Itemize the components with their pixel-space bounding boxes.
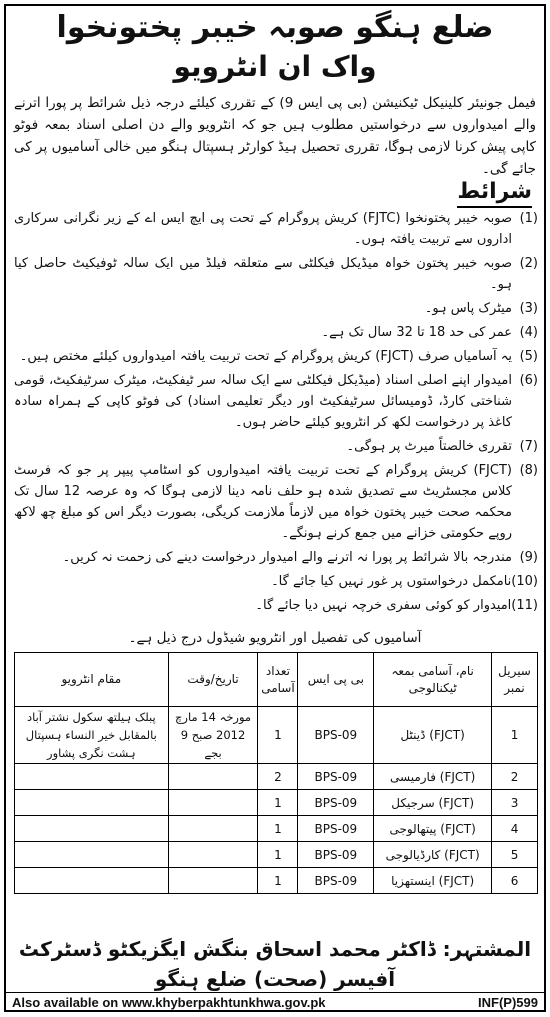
table-row bbox=[15, 707, 538, 764]
table-row bbox=[15, 842, 538, 868]
row-serial: 4 bbox=[492, 816, 538, 842]
condition-item: (3) میٹرک پاس ہو۔ bbox=[424, 301, 538, 316]
empty-cell bbox=[15, 764, 169, 790]
table-header-row bbox=[15, 653, 538, 707]
condition-item: (9) مندرجہ بالا شرائط پر پورا نہ اترنے والے امیدوار درخواست دینے کی زحمت نہ کریں۔ bbox=[62, 550, 538, 565]
empty-cell bbox=[168, 816, 258, 842]
condition-item: (7) تقرری خالصتاً میرٹ پر ہوگی۔ bbox=[346, 439, 538, 454]
condition-item: (5) یہ آسامیاں صرف (FJCT) کریش پروگرام کے تحت تربیت یافتہ امیدواروں کیلئے مختص ہیں۔ bbox=[19, 349, 538, 364]
row-serial: 5 bbox=[492, 842, 538, 868]
header-venue: مقام انٹرویو bbox=[15, 653, 169, 707]
schedule-note: آسامیوں کی تفصیل اور انٹرویو شیڈول درج ذیل ہے۔ bbox=[128, 630, 422, 646]
table-row bbox=[15, 764, 538, 790]
empty-cell bbox=[15, 790, 169, 816]
condition-item: (11) امیدوار کو کوئی سفری خرچہ نہیں دیا جائے گا۔ bbox=[255, 598, 538, 613]
row-post-name: (FJCT) کارڈیالوجی bbox=[374, 842, 492, 868]
condition-item: (10) نامکمل درخواستوں پر غور نہیں کیا جائے گا۔ bbox=[271, 574, 538, 589]
table-row bbox=[15, 816, 538, 842]
condition-item: (1) صوبہ خیبر پختونخوا (FJTC) کریش پروگرام کے تحت پی ایچ ایس اے کے زیر نگرانی سرکاری اداروں سے تربیت یافتہ ہوں۔ bbox=[14, 211, 538, 247]
interview-venue: پبلک ہیلتھ سکول نشتر آباد بالمقابل خیر النساء ہسپتال ہشت نگری پشاور bbox=[15, 707, 169, 764]
row-post-count: 1 bbox=[258, 790, 298, 816]
row-serial: 6 bbox=[492, 868, 538, 894]
empty-cell bbox=[15, 868, 169, 894]
row-bps: BPS-09 bbox=[298, 816, 374, 842]
conditions-heading: شرائط bbox=[457, 178, 532, 208]
row-post-name: (FJCT) سرجیکل bbox=[374, 790, 492, 816]
empty-cell bbox=[168, 790, 258, 816]
row-bps: BPS-09 bbox=[298, 868, 374, 894]
condition-item: (4) عمر کی حد 18 تا 32 سال تک ہے۔ bbox=[321, 325, 538, 340]
empty-cell bbox=[168, 764, 258, 790]
row-post-count: 1 bbox=[258, 842, 298, 868]
row-bps: BPS-09 bbox=[298, 842, 374, 868]
row-post-count: 2 bbox=[258, 764, 298, 790]
empty-cell bbox=[168, 842, 258, 868]
website-text[interactable]: Also available on www.khyberpakhtunkhwa.gov.pk bbox=[12, 995, 326, 1010]
row-post-name: (FJCT) ڈینٹل bbox=[374, 707, 492, 764]
condition-item: (2) صوبہ خیبر پختون خواہ میڈیکل فیکلٹی سے متعلقہ فیلڈ میں ایک سالہ ٹوفیکیٹ حاصل کیا ہو۔ bbox=[14, 256, 538, 292]
row-post-count: 1 bbox=[258, 816, 298, 842]
walk-in-interview-title: واک ان انٹرویو bbox=[173, 50, 377, 83]
district-title: ضلع ہنگو صوبہ خیبر پختونخوا bbox=[56, 10, 494, 45]
advertiser-signature: المشتہر: ڈاکٹر محمد اسحاق بنگش ایگزیکٹو ڈسٹرکٹ آفیسر (صحت) ضلع ہنگو bbox=[18, 937, 532, 991]
header-post-name: نام، آسامی بمعہ ٹیکنالوجی bbox=[374, 653, 492, 707]
header-bps: بی پی ایس bbox=[298, 653, 374, 707]
interview-date-time: مورخہ 14 مارچ 2012 صبح 9 بجے bbox=[168, 707, 258, 764]
row-post-name: (FJCT) اینستھزیا bbox=[374, 868, 492, 894]
info-reference: INF(P)599 bbox=[478, 995, 538, 1010]
row-post-name: (FJCT) پیتھالوجی bbox=[374, 816, 492, 842]
intro-paragraph: فیمل جونیئر کلینیکل ٹیکنیشن (بی پی ایس 9) کے تقرری کیلئے درجہ ذیل شرائط پر پورا اترنے والے امیدواروں سے درخواستیں مطلوب ہیں جو کہ انٹرویو والے دن اصلی اسناد بمعہ فوٹو کاپی پیش کرنا لازمی ہوگا، تقرری تحصیل ہیڈ کوارٹر ہسپتال ہنگو میں خالی آسامیوں پر کی جائے گی۔ bbox=[14, 95, 536, 177]
header-date-time: تاریخ/وقت bbox=[168, 653, 258, 707]
footer-bar bbox=[4, 992, 546, 1012]
header-post-count: تعداد آسامی bbox=[258, 653, 298, 707]
empty-cell bbox=[15, 816, 169, 842]
row-post-name: (FJCT) فارمیسی bbox=[374, 764, 492, 790]
row-serial: 1 bbox=[492, 707, 538, 764]
header-serial: سیریل نمبر bbox=[492, 653, 538, 707]
row-bps: BPS-09 bbox=[298, 790, 374, 816]
table-row bbox=[15, 868, 538, 894]
vacancy-schedule-table bbox=[14, 652, 538, 894]
row-serial: 2 bbox=[492, 764, 538, 790]
table-row bbox=[15, 790, 538, 816]
empty-cell bbox=[15, 842, 169, 868]
row-bps: BPS-09 bbox=[298, 707, 374, 764]
condition-item: (8) (FJCT) کریش پروگرام کے تحت تربیت یافتہ امیدواروں کو اسٹامپ پیپر پر جو کہ فرسٹ کلاس مجسٹریٹ سے تصدیق شدہ ہو حلف نامہ دینا لازمی ہوگا کہ وہ عرصہ 12 سال تک محکمہ صحت خیبر پختون خواہ میں لازماً ملازمت کریگی، بصورت دیگر اس کو مبلغ چھ لاکھ روپے حکومتی خزانے میں جمع کرنے ہونگے۔ bbox=[14, 463, 538, 541]
conditions-list bbox=[14, 208, 538, 619]
empty-cell bbox=[168, 868, 258, 894]
row-serial: 3 bbox=[492, 790, 538, 816]
row-post-count: 1 bbox=[258, 707, 298, 764]
condition-item: (6) امیدوار اپنے اصلی اسناد (میڈیکل فیکلٹی سے ایک سالہ سر ٹیفکیٹ، میٹرک سرٹیفکیٹ، قومی شناختی کارڈ، ڈومیسائل سرٹیفکیٹ اور دیگر تعلیمی اسناد) کی فوٹو کاپی کے ہمراہ سادہ کاغذ پر درخواست لکھ کر انٹرویو کیلئے حاضر ہوں۔ bbox=[14, 373, 538, 430]
row-post-count: 1 bbox=[258, 868, 298, 894]
row-bps: BPS-09 bbox=[298, 764, 374, 790]
